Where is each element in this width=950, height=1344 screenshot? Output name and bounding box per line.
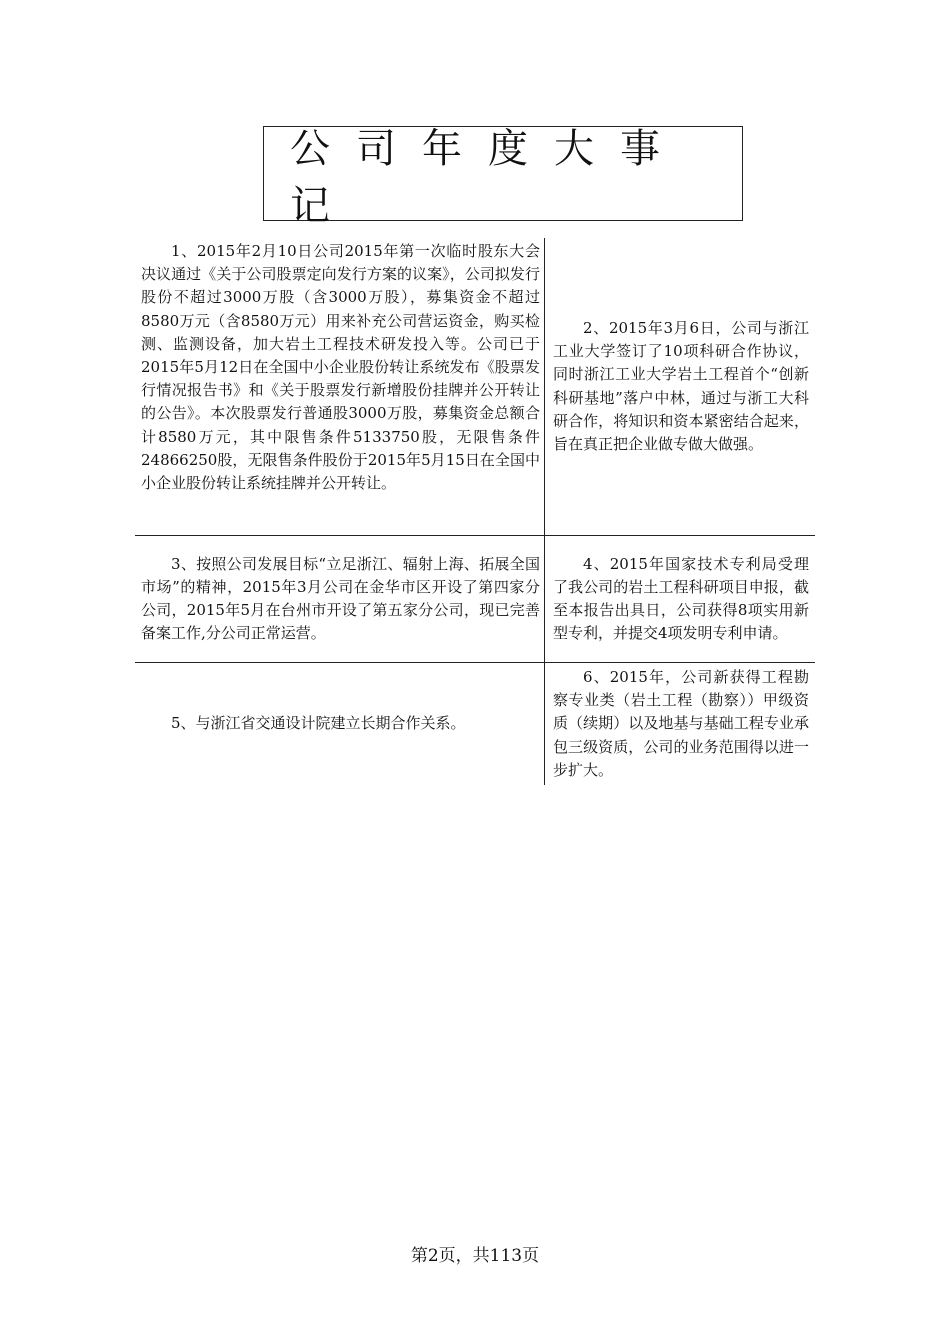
events-row-3	[135, 663, 815, 785]
event-3-text: 3、按照公司发展目标“立足浙江、辐射上海、拓展全国市场”的精神，2015年3月公司在金华市区开设了第四家分公司，2015年5月在台州市开设了第五家分公司，现已完善备案工作,分公司正常运营。	[141, 554, 540, 643]
event-6-text: 6、2015年，公司新获得工程勘察专业类（岩土工程（勘察））甲级资质（续期）以及地基与基础工程专业承包三级资质，公司的业务范围得以进一步扩大。	[553, 667, 809, 779]
events-row-2	[135, 536, 815, 663]
event-2-cell	[545, 238, 815, 535]
event-1-cell	[135, 238, 545, 535]
events-row-1	[135, 238, 815, 536]
title-box	[263, 125, 743, 229]
event-5-cell	[135, 663, 545, 785]
event-6-cell	[545, 663, 815, 785]
event-3-cell	[135, 536, 545, 662]
events-table	[135, 238, 815, 785]
event-1-text: 1、2015年2月10日公司2015年第一次临时股东大会决议通过《关于公司股票定向发行方案的议案》，公司拟发行股份不超过3000万股（含3000万股），募集资金不超过8580万元（含8580万元）用来补充公司营运资金，购买检测、监测设备，加大岩土工程技术研发投入等。公司已于2015年5月12日在全国中小企业股份转让系统发布《股票发行情况报告书》和《关于股票发行新增股份挂牌并公开转让的公告》。本次股票发行普通股3000万股，募集资金总额合计8580万元，其中限售条件5133750股，无限售条件24866250股，无限售条件股份于2015年5月15日在全国中小企业股份转让系统挂牌并公开转让。	[141, 242, 540, 493]
page-footer: 第2页，共113页	[410, 1246, 540, 1266]
event-2-text: 2、2015年3月6日，公司与浙江工业大学签订了10项科研合作协议，同时浙江工业大学岩土工程首个“创新科研基地”落户中林，通过与浙工大科研合作，将知识和资本紧密结合起来，旨在真正把企业做专做大做强。	[553, 318, 809, 453]
event-5-text: 5、与浙江省交通设计院建立长期合作关系。	[171, 714, 466, 733]
event-4-text: 4、2015年国家技术专利局受理了我公司的岩土工程科研项目申报，截至本报告出具日，公司获得8项实用新型专利，并提交4项发明专利申请。	[553, 554, 809, 643]
page-title: 公司年度大事记	[290, 125, 686, 229]
event-4-cell	[545, 536, 815, 662]
